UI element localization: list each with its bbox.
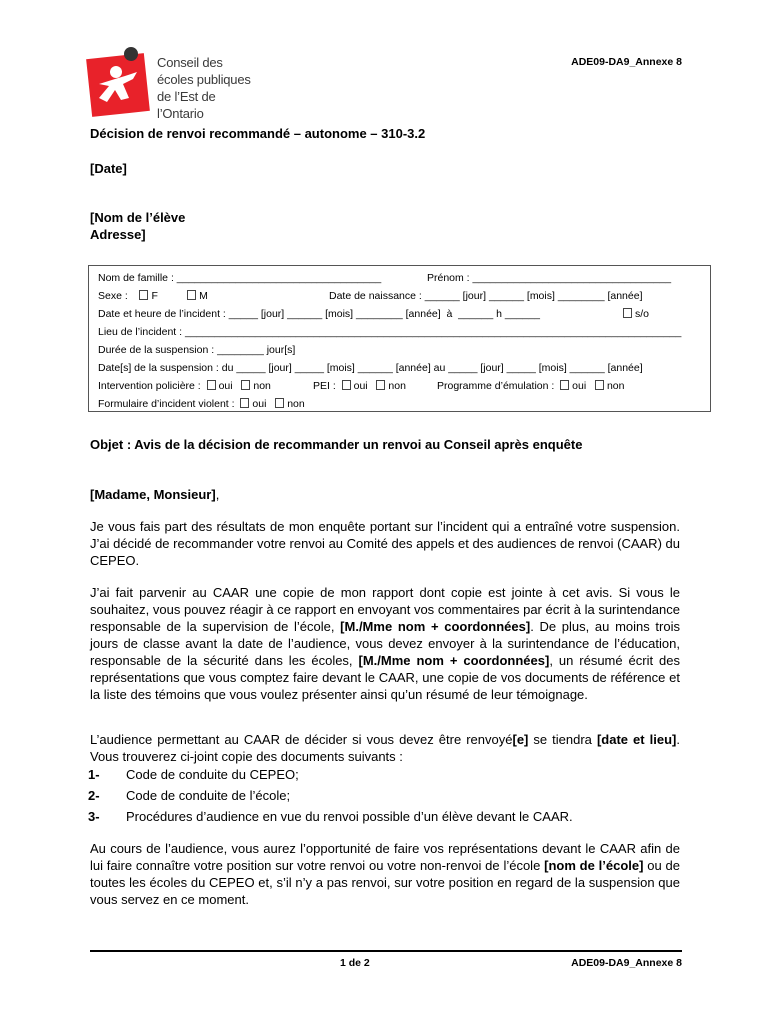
list-item-number: 2-: [88, 788, 100, 803]
p3-text-a: L’audience permettant au CAAR de décider si vous devez être renvoyé: [90, 732, 513, 747]
p2-text-e: , un résumé écrit des représentations que vous comptez faire devant le CAAR, une copie de vos documents de référence et la liste des témoins que vous voulez présenter ainsi qu’un résumé de leur témoignage.: [90, 653, 681, 702]
p3-placeholder-2: [date et lieu]: [596, 732, 677, 747]
sexe-m-label: M: [199, 290, 208, 302]
nom-famille-field: Nom de famille : ___________________________________: [98, 272, 382, 284]
intervention-oui-checkbox[interactable]: [207, 380, 216, 390]
list-item-number: 1-: [88, 767, 100, 782]
p2-text-c: . De plus, au moins trois jours de classe avant la date de l’audience, vous devez envoyer à la surintendance de l’éducation, responsable de la sécurité dans les écoles,: [90, 619, 680, 668]
list-item: Procédures d’audience en vue du renvoi possible d’un élève devant le CAAR.: [126, 809, 573, 824]
pei-oui-checkbox[interactable]: [342, 380, 351, 390]
programme-label: Programme d’émulation :: [437, 380, 555, 392]
programme-row: [437, 380, 624, 392]
paragraph-3: [90, 731, 680, 765]
footer-reference: ADE09-DA9_Annexe 8: [571, 957, 682, 969]
sexe-f-label: F: [151, 290, 158, 302]
sexe-m-checkbox[interactable]: [187, 290, 196, 300]
salutation-name: [Madame, Monsieur]: [90, 487, 216, 502]
non-label: non: [253, 380, 271, 392]
footer-divider: [90, 950, 682, 952]
p4-text-a: Au cours de l’audience, vous aurez l’opportunité de faire vos représentations devant le CAAR afin de lui faire connaître votre position sur votre renvoi ou votre non-renvoi de l’école: [90, 841, 680, 873]
formulaire-oui-checkbox[interactable]: [240, 398, 249, 408]
subject-line: Objet : Avis de la décision de recommander un renvoi au Conseil après enquête: [90, 437, 583, 452]
dates-suspension-field: Date[s] de la suspension : du _____ [jour] _____ [mois] ______ [année] au _____ [jour] _____ [mois] ______ [année]: [98, 362, 643, 374]
so-label: s/o: [635, 308, 650, 320]
salutation: [90, 487, 219, 502]
salutation-punct: ,: [215, 487, 220, 502]
paragraph-4: [90, 840, 680, 908]
paragraph-1: Je vous fais part des résultats de mon enquête portant sur l’incident qui a entraîné votre suspension. J’ai décidé de recommander votre renvoi au Comité des appels et des audiences de renvoi (CAAR) du CEPEO.: [90, 519, 680, 568]
pei-non-checkbox[interactable]: [376, 380, 385, 390]
student-info-box: [88, 265, 711, 412]
p2-text-a: J’ai fait parvenir au CAAR une copie de mon rapport dont copie est jointe à cet avis. Si vous le souhaitez, vous pouvez réagir à ce rapport en envoyant vos commentaires par écrit à la surintendance responsable de la supervision de l’école,: [90, 585, 680, 634]
intervention-row: [98, 380, 271, 392]
formulaire-non-checkbox[interactable]: [275, 398, 284, 408]
programme-oui-checkbox[interactable]: [560, 380, 569, 390]
programme-non-checkbox[interactable]: [595, 380, 604, 390]
intervention-non-checkbox[interactable]: [241, 380, 250, 390]
formulaire-row: [98, 398, 305, 410]
non-label: non: [388, 380, 406, 392]
list-item-number: 3-: [88, 809, 100, 824]
p4-text-c: ou de toutes les écoles du CEPEO et, s’il n’y a pas renvoi, sur votre position en regard de la suspension que vous servez en ce moment.: [90, 858, 680, 907]
list-item: Code de conduite du CEPEO;: [126, 767, 299, 782]
cepeo-logo-mark: [85, 46, 155, 118]
p2-placeholder-1: [M./Mme nom + coordonnées]: [340, 619, 531, 634]
intervention-label: Intervention policière :: [98, 380, 201, 392]
page-title: Décision de renvoi recommandé – autonome – 310-3.2: [90, 126, 426, 141]
formulaire-label: Formulaire d’incident violent :: [98, 398, 235, 410]
non-label: non: [606, 380, 625, 392]
p2-placeholder-2: [M./Mme nom + coordonnées]: [358, 653, 550, 668]
sexe-f-checkbox[interactable]: [139, 290, 148, 300]
cepeo-logo: [85, 46, 255, 121]
recipient-block: [90, 209, 185, 243]
pei-row: [313, 380, 406, 392]
document-reference: ADE09-DA9_Annexe 8: [571, 56, 682, 68]
lieu-field: Lieu de l’incident : _____________________________________________________________________________________: [98, 326, 682, 338]
p3-placeholder-1: [e]: [512, 732, 529, 747]
duree-field: Durée de la suspension : ________ jour[s]: [98, 344, 296, 356]
oui-label: oui: [572, 380, 587, 392]
oui-label: oui: [252, 398, 267, 410]
recipient-name: [Nom de l’élève: [90, 210, 186, 225]
sexe-row: [98, 290, 208, 302]
oui-label: oui: [218, 380, 233, 392]
p3-text-e: . Vous trouverez ci-joint copie des documents suivants :: [90, 732, 680, 764]
paragraph-2: [90, 584, 680, 703]
date-placeholder: [Date]: [90, 161, 127, 176]
logo-text: Conseil des écoles publiques de l’Est de l’Ontario: [157, 55, 251, 121]
p4-placeholder: [nom de l’école]: [544, 858, 644, 873]
page-number: 1 de 2: [340, 957, 370, 969]
non-label: non: [287, 398, 305, 410]
oui-label: oui: [353, 380, 368, 392]
date-naissance-field: Date de naissance : ______ [jour] ______ [mois] ________ [année]: [329, 290, 643, 302]
sexe-label: Sexe :: [98, 290, 128, 302]
p3-text-c: se tiendra: [528, 732, 597, 747]
pei-label: PEI :: [313, 380, 336, 392]
list-item: Code de conduite de l’école;: [126, 788, 291, 803]
prenom-field: Prénom : __________________________________: [427, 272, 672, 284]
so-checkbox[interactable]: [623, 308, 632, 318]
recipient-address: Adresse]: [90, 227, 146, 242]
date-incident-field: Date et heure de l’incident : _____ [jour] ______ [mois] ________ [année] à ______ h ______: [98, 308, 540, 320]
so-option: [623, 308, 649, 320]
